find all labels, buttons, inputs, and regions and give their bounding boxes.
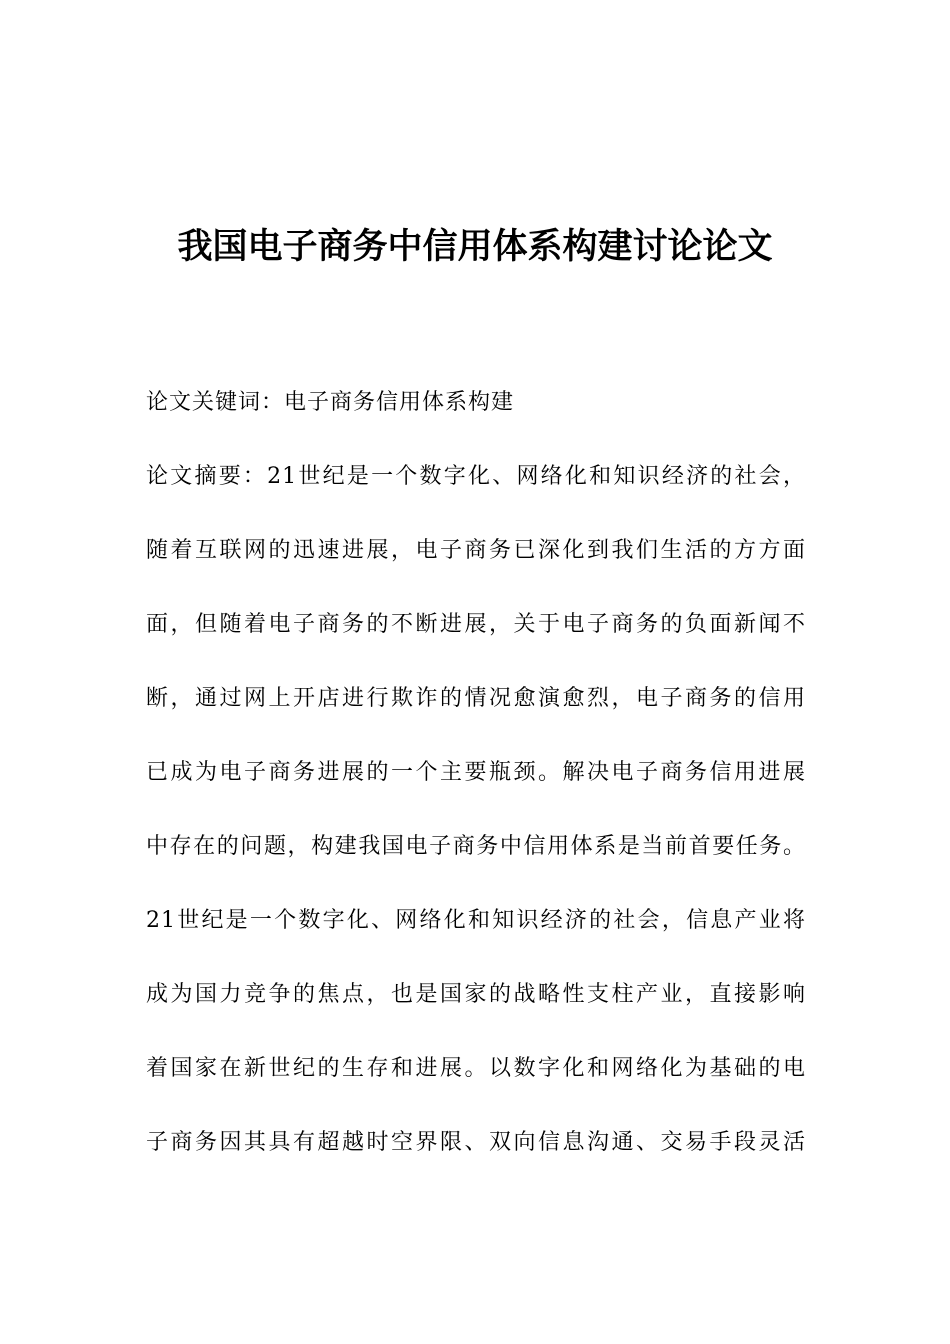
abstract-line: 断，通过网上开店进行欺诈的情况愈演愈烈，电子商务的信用 <box>146 686 806 711</box>
document-body <box>146 380 806 1194</box>
keywords-line: 论文关键词：电子商务信用体系构建 <box>146 390 515 415</box>
abstract-line: 论文摘要：21世纪是一个数字化、网络化和知识经济的社会， <box>146 464 806 489</box>
body-line: 着国家在新世纪的生存和进展。以数字化和网络化为基础的电 <box>146 1056 806 1081</box>
body-line: 成为国力竞争的焦点，也是国家的战略性支柱产业，直接影响 <box>146 982 806 1007</box>
abstract-line: 已成为电子商务进展的一个主要瓶颈。解决电子商务信用进展 <box>146 760 806 785</box>
body-paragraph <box>146 898 806 1194</box>
body-line: 21世纪是一个数字化、网络化和知识经济的社会，信息产业将 <box>146 908 806 933</box>
abstract-line: 随着互联网的迅速进展，电子商务已深化到我们生活的方方面 <box>146 538 806 563</box>
abstract-line: 中存在的问题，构建我国电子商务中信用体系是当前首要任务。 <box>146 834 806 859</box>
document-title: 我国电子商务中信用体系构建讨论论文 <box>177 227 773 267</box>
abstract-paragraph <box>146 454 806 898</box>
body-line: 子商务因其具有超越时空界限、双向信息沟通、交易手段灵活 <box>146 1130 806 1155</box>
keywords-paragraph <box>146 380 806 454</box>
abstract-line: 面，但随着电子商务的不断进展，关于电子商务的负面新闻不 <box>146 612 806 637</box>
